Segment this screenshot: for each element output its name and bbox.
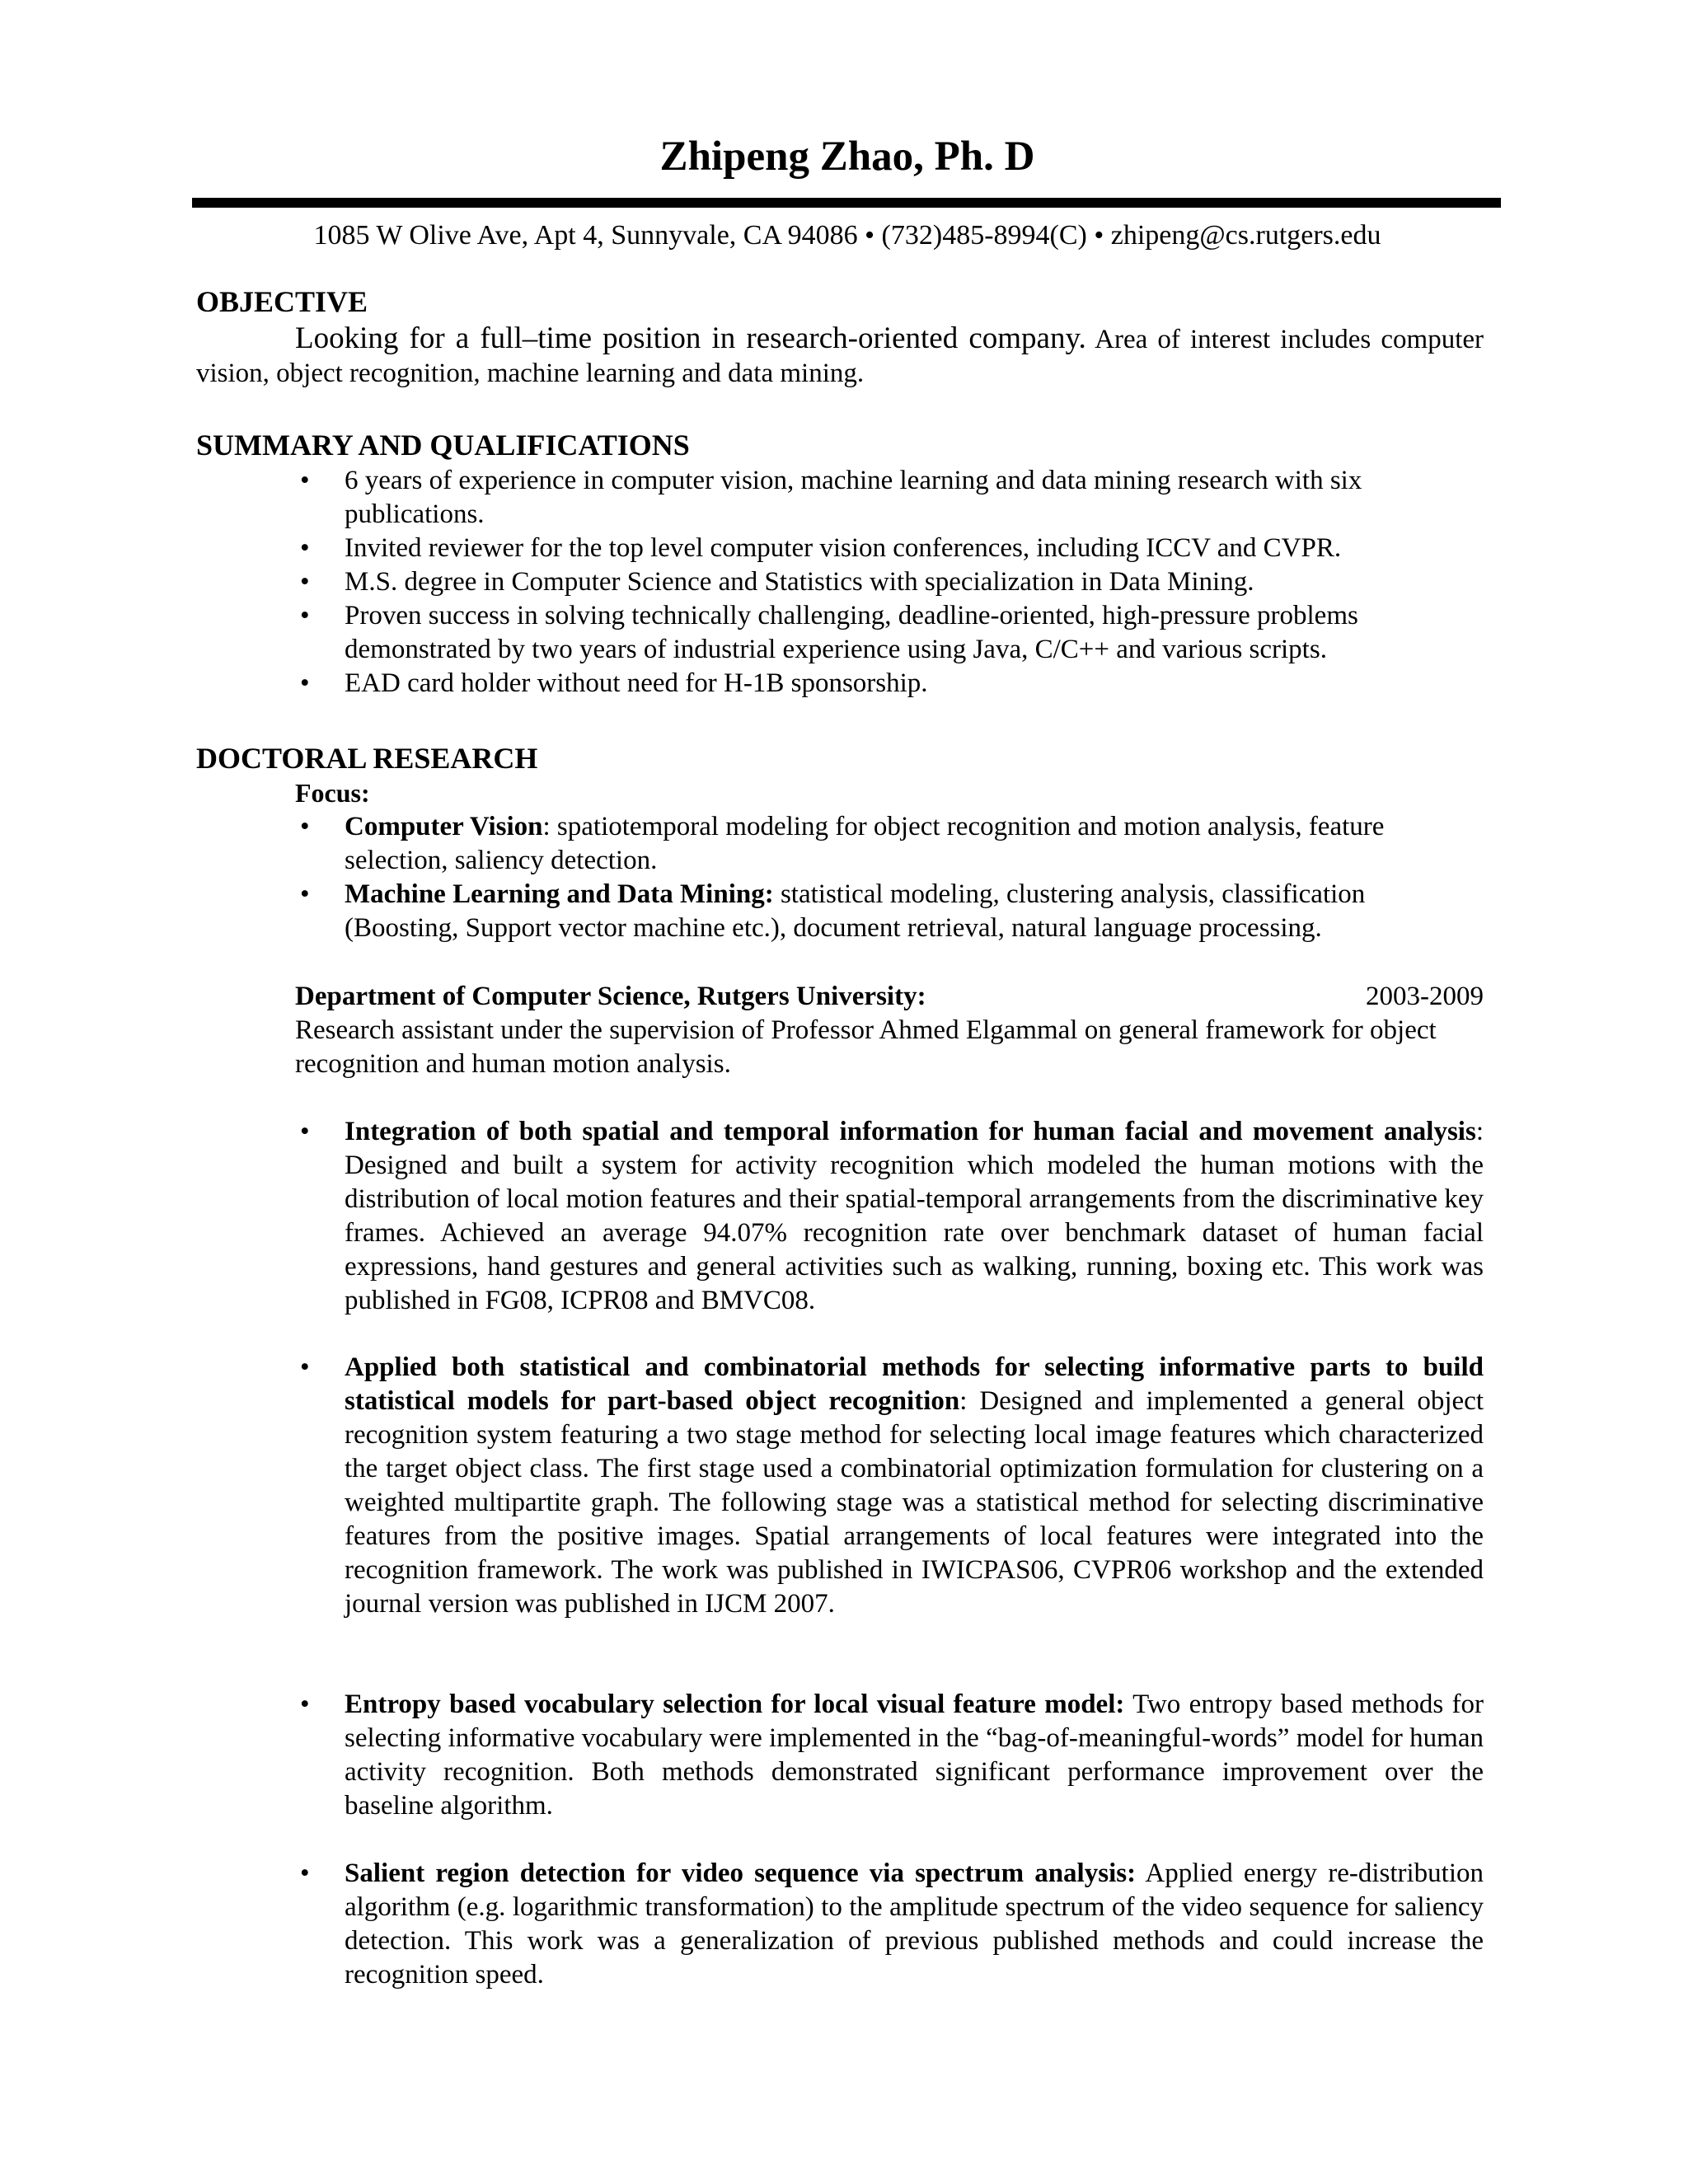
list-item: • Machine Learning and Data Mining: statistical modeling, clustering analysis, classification (Boosting, Support vector machine etc.), document retrieval, natural language processing. xyxy=(300,879,1366,943)
project-list-1 xyxy=(295,1115,1484,1318)
list-item: • Entropy based vocabulary selection for local visual feature model: Two entropy based methods for selecting informative vocabulary were implemented in the “bag-of-meaningful-words” model for human activity recognition. Both methods demonstrated significant performance improvement over the baseline algorithm. xyxy=(300,1690,1484,1821)
project-list-2 xyxy=(295,1351,1484,1621)
summary-heading: SUMMARY AND QUALIFICATIONS xyxy=(196,429,690,462)
list-item: • Salient region detection for video sequence via spectrum analysis: Applied energy re-distribution algorithm (e.g. logarithmic transformation) to the amplitude spectrum of the video sequence for saliency detection. This work was a generalization of previous published methods and could increase the recognition speed. xyxy=(300,1858,1484,1990)
research-heading: DOCTORAL RESEARCH xyxy=(196,742,538,775)
objective-text xyxy=(196,321,1484,391)
list-item: • Computer Vision: spatiotemporal modeling for object recognition and motion analysis, feature selection, saliency detection. xyxy=(300,812,1385,875)
contact-line: 1085 W Olive Ave, Apt 4, Sunnyvale, CA 94086 • (732)485-8994(C) • zhipeng@cs.rutgers.edu xyxy=(313,220,1381,251)
bullet-icon: • xyxy=(300,668,310,698)
header-rule xyxy=(192,198,1501,208)
bullet-icon: • xyxy=(300,879,310,909)
list-item: • EAD card holder without need for H-1B sponsorship. xyxy=(295,667,1484,701)
candidate-name: Zhipeng Zhao, Ph. D xyxy=(659,134,1035,180)
department-description: Research assistant under the supervision of Professor Ahmed Elgammal on general framework for object recognition and human motion analysis. xyxy=(295,1015,1437,1079)
list-item: • Proven success in solving technically challenging, deadline-oriented, high-pressure problems demonstrated by two years of industrial experience using Java, C/C++ and various scripts. xyxy=(300,601,1358,664)
list-item: • Invited reviewer for the top level computer vision conferences, including ICCV and CVPR. xyxy=(295,532,1484,565)
department-name: Department of Computer Science, Rutgers University: xyxy=(295,982,926,1011)
list-item: • Integration of both spatial and temporal information for human facial and movement analysis: Designed and built a system for activity recognition which modeled the human motions with the distribution of local motion features and their spatial-temporal arrangements from the discriminative key frames. Achieved an average 94.07% recognition rate over benchmark dataset of human facial expressions, hand gestures and general activities such as walking, running, boxing etc. This work was published in FG08, ICPR08 and BMVC08. xyxy=(300,1117,1484,1315)
bullet-icon: • xyxy=(300,466,310,495)
focus-list xyxy=(295,810,1484,945)
objective-lead: Looking for a full–time position in research-oriented company. xyxy=(295,321,1086,355)
bullet-icon: • xyxy=(300,1858,310,1888)
project-list-3 xyxy=(295,1688,1484,1823)
list-item: • M.S. degree in Computer Science and Statistics with specialization in Data Mining. xyxy=(295,565,1484,599)
objective-heading: OBJECTIVE xyxy=(196,285,368,318)
bullet-icon: • xyxy=(300,1352,310,1382)
list-item: • Applied both statistical and combinatorial methods for selecting informative parts to build statistical models for part-based object recognition: Designed and implemented a general object recognition system featuring a two stage method for selecting local image features which characterized the target object class. The first stage used a combinatorial optimization formulation for clustering on a weighted multipartite graph. The following stage was a statistical method for selecting discriminative features from the positive images. Spatial arrangements of local features were integrated into the recognition framework. The work was published in IWICPAS06, CVPR06 workshop and the extended journal version was published in IJCM 2007. xyxy=(300,1352,1484,1619)
bullet-icon: • xyxy=(300,1690,310,1719)
project-list-4 xyxy=(295,1857,1484,1992)
summary-list xyxy=(295,464,1484,701)
focus-label: Focus: xyxy=(295,778,370,808)
department-years: 2003-2009 xyxy=(1366,982,1484,1011)
bullet-icon: • xyxy=(300,601,310,630)
bullet-icon: • xyxy=(300,812,310,841)
list-item: • 6 years of experience in computer vision, machine learning and data mining research with six publications. xyxy=(300,466,1362,529)
bullet-icon: • xyxy=(300,567,310,597)
objective-interests: Area of interest includes computer vision, object recognition, machine learning and data mining. xyxy=(196,325,1484,388)
bullet-icon: • xyxy=(300,533,310,563)
department-line xyxy=(295,980,1484,1014)
bullet-icon: • xyxy=(300,1117,310,1146)
